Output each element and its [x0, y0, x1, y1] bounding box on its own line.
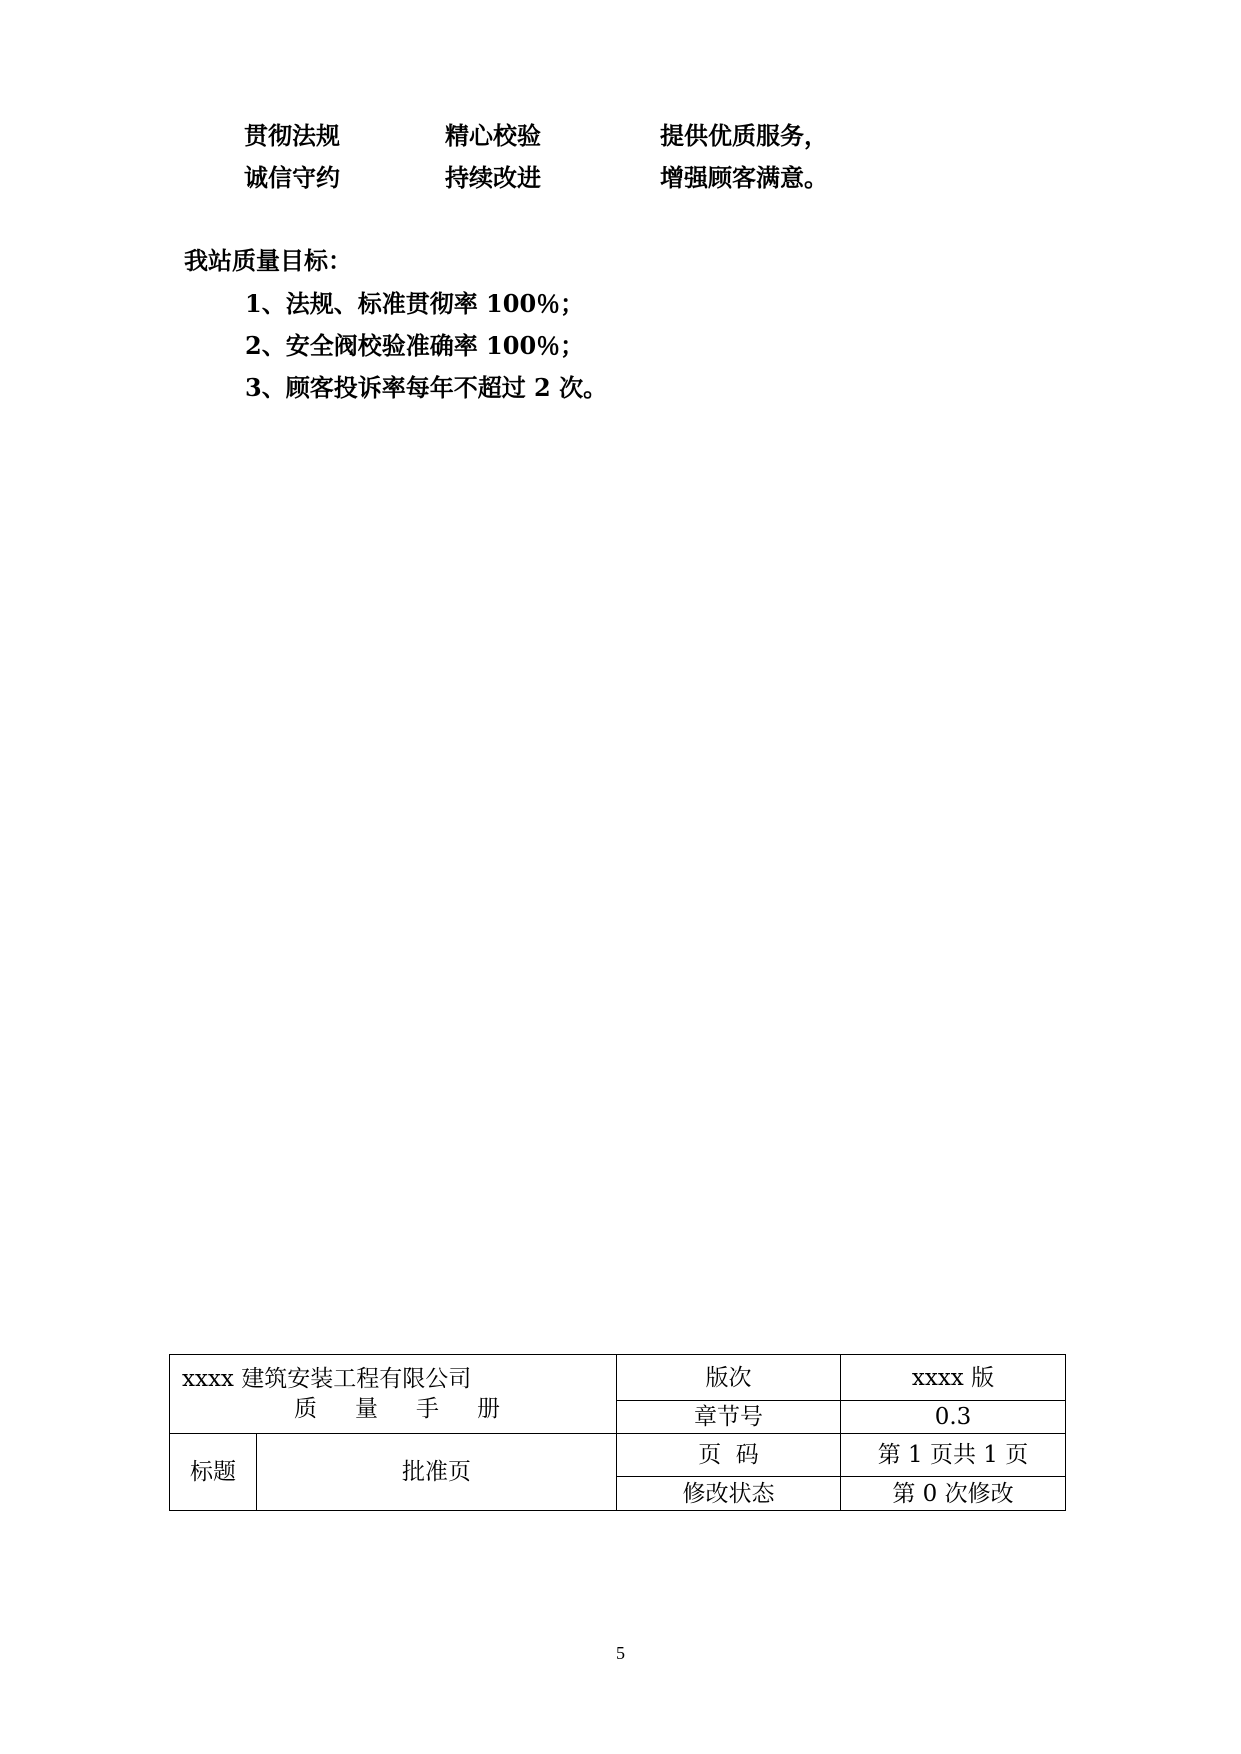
revision-label: 修改状态 [617, 1477, 841, 1511]
goals-heading: 我站质量目标： [184, 246, 352, 275]
goal-item-1: 1、法规、标准贯彻率 100％； [245, 289, 585, 318]
goal-item-2: 2、安全阀校验准确率 100％； [245, 331, 585, 360]
goal-item-3: 3、顾客投诉率每年不超过 2 次。 [245, 373, 608, 402]
document-control-table [169, 1354, 1066, 1511]
policy-row-1-col-3: 提供优质服务， [660, 121, 828, 150]
company-header-cell [170, 1355, 617, 1434]
policy-row-2-col-1: 诚信守约 [244, 163, 340, 192]
policy-row-2-col-2: 持续改进 [445, 163, 541, 192]
section-value: 0.3 [841, 1401, 1066, 1434]
company-name: xxxx 建筑安装工程有限公司 [182, 1366, 472, 1392]
policy-row-2-col-3: 增强顾客满意。 [660, 163, 828, 192]
title-label: 标题 [170, 1434, 257, 1511]
revision-value: 第 0 次修改 [841, 1477, 1066, 1511]
page-value: 第 1 页共 1 页 [841, 1434, 1066, 1477]
edition-value: xxxx 版 [841, 1355, 1066, 1401]
page-number: 5 [616, 1643, 625, 1663]
page-label: 页 码 [617, 1434, 841, 1477]
policy-row-1-col-2: 精心校验 [445, 121, 541, 150]
edition-label: 版次 [617, 1355, 841, 1401]
policy-row-1-col-1: 贯彻法规 [244, 121, 340, 150]
title-value: 批准页 [257, 1434, 617, 1511]
section-label: 章节号 [617, 1401, 841, 1434]
manual-title: 质量手册 [294, 1396, 538, 1422]
